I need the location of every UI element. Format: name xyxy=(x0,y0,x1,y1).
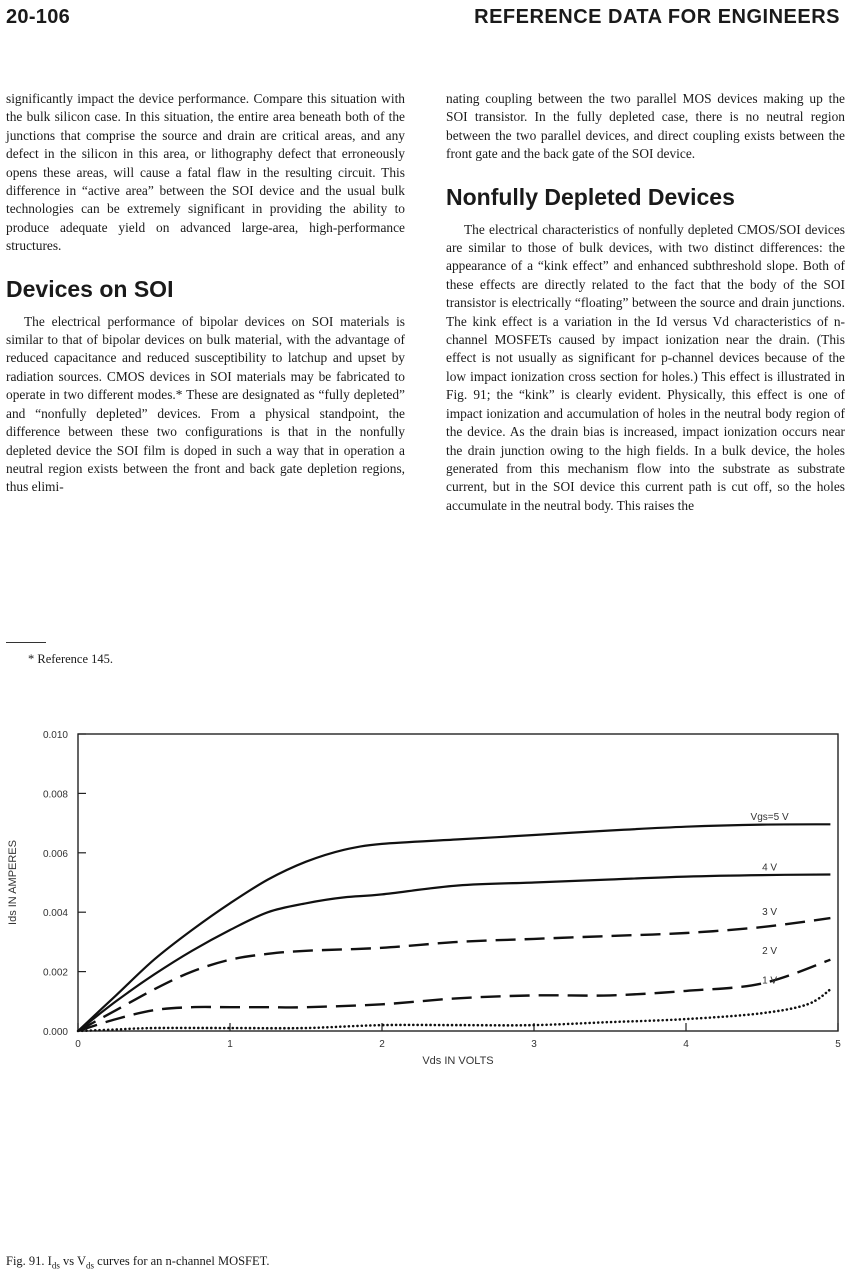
series-line-1 xyxy=(78,875,830,1032)
x-tick-label: 3 xyxy=(531,1039,537,1050)
x-tick-label: 5 xyxy=(835,1039,841,1050)
page-number: 20-106 xyxy=(6,6,71,28)
ids-vs-vds-chart xyxy=(0,725,854,1245)
body-paragraph: The electrical characteristics of nonfully depleted CMOS/SOI devices are similar to those of bulk devices, with two distinct differences: the appearance of a “kink effect” and enhanced subthreshold slope. Both of these effects are directly related to the fact that the body of the SOI transistor is electrically “floating” between the source and drain junctions. The kink effect is a variation in the Id versus Vd characteristics of n-channel MOSFETs caused by impact ionization near the drain. (This effect is not usually as significant for p-channel devices because of the low impact ionization cross section for holes.) This effect is illustrated in Fig. 91; the “kink” is clearly evident. Physically, this effect is one of impact ionization and accumulation of holes in the neutral body region of the device. As the drain bias is increased, impact ionization occurs near the drain junction owing to the high fields. In a bulk device, the holes generated from this mechanism flow into the substrate as substrate current, but in the SOI device this current path is cut off, so the holes accumulate in the neutral body. This raises the xyxy=(446,221,845,513)
y-tick-label: 0.002 xyxy=(42,967,68,979)
x-axis-label: Vds IN VOLTS xyxy=(422,1055,494,1067)
y-tick-label: 0.010 xyxy=(42,730,68,741)
body-paragraph: significantly impact the device performance. Compare this situation with the bulk silicon case. In this situation, the entire area beneath both of the junctions that comprise the source and drain are critical areas, and any defect in the silicon in this area, or lithography defect that erroneously opens these areas, will cause a fatal flaw in the resulting circuit. This difference in “active area” between the SOI device and the usual bulk technologies can be extremely significant in providing the ability to produce adequate yield on advanced large-area, high-performance structures. xyxy=(6,91,405,254)
series-label: Vgs=5 V xyxy=(750,812,789,824)
figure-caption: Fig. 91. $I_{ds}$ vs $V_{ds}$ curves for an n-channel MOSFET. xyxy=(6,1254,270,1271)
y-axis-label: Ids IN AMPERES xyxy=(7,840,19,925)
plot-frame xyxy=(78,734,838,1031)
series-label: 4 V xyxy=(762,862,778,874)
body-paragraph: The electrical performance of bipolar devices on SOI materials is similar to that of bipolar devices on bulk material, with the advantage of reduced capacitance and reduced susceptibility to latchup and upset by radiation sources. CMOS devices in SOI materials may be fabricated to operate in two different modes.* These are designated as “fully depleted” and “nonfully depleted” devices. From a physical standpoint, the difference between these two configurations is that in the nonfully depleted device the SOI film is doped in such a way that in operation a neutral region exists between the front and back gate depletion regions, thus elimi- xyxy=(6,313,405,495)
x-tick-label: 1 xyxy=(227,1039,233,1050)
x-tick-label: 4 xyxy=(683,1039,689,1050)
series-label: 2 V xyxy=(762,945,778,957)
series-label: 3 V xyxy=(762,907,778,919)
left-column xyxy=(6,90,405,497)
series-label: 1 V xyxy=(762,975,778,987)
y-tick-label: 0.004 xyxy=(42,908,68,920)
running-title: REFERENCE DATA FOR ENGINEERS xyxy=(474,6,840,28)
series-line-4 xyxy=(78,989,830,1031)
body-paragraph: nating coupling between the two parallel MOS devices making up the SOI transistor. In the fully depleted case, there is no neutral region between the two parallel devices, and direct coupling exists between the front gate and the back gate of the SOI device. xyxy=(446,91,845,162)
section-heading: Devices on SOI xyxy=(6,275,174,302)
y-tick-label: 0.006 xyxy=(42,848,68,860)
y-tick-label: 0.008 xyxy=(42,789,68,801)
running-header xyxy=(6,6,840,32)
y-tick-label: 0.000 xyxy=(42,1027,68,1038)
series-line-3 xyxy=(78,960,830,1031)
x-tick-label: 2 xyxy=(379,1039,385,1050)
right-column xyxy=(446,90,845,515)
footnote-rule xyxy=(6,642,46,643)
footnote: * Reference 145. xyxy=(28,652,114,666)
series-line-2 xyxy=(78,918,830,1031)
x-tick-label: 0 xyxy=(75,1039,81,1050)
series-line-0 xyxy=(78,824,830,1031)
section-heading: Nonfully Depleted Devices xyxy=(446,183,735,210)
